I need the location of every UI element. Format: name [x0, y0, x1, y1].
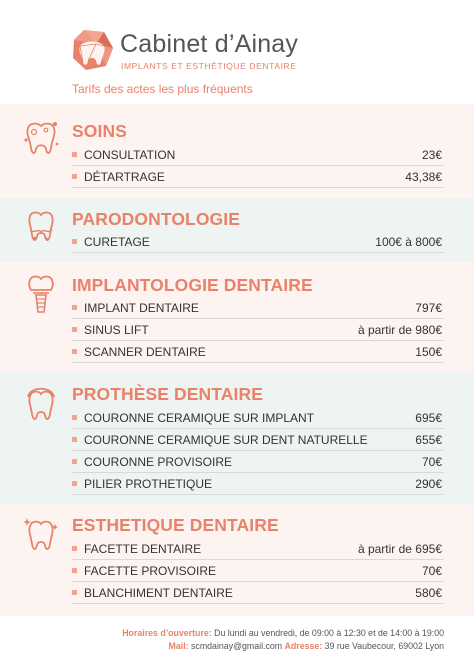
row-label: CONSULTATION: [84, 148, 176, 162]
brand-tagline: IMPLANTS ET ESTHÉTIQUE DENTAIRE: [121, 61, 297, 71]
section-title: PARODONTOLOGIE: [72, 209, 240, 229]
price-row: [72, 408, 444, 429]
section-prothese: [0, 372, 474, 504]
row-label: DÉTARTRAGE: [84, 170, 165, 184]
bullet-icon: [72, 590, 77, 595]
row-label: COURONNE CERAMIQUE SUR DENT NATURELLE: [84, 433, 368, 447]
section-parodontologie: [0, 198, 474, 262]
hours-label: Horaires d’ouverture:: [122, 628, 212, 638]
row-label: IMPLANT DENTAIRE: [84, 301, 199, 315]
price-row: [72, 298, 444, 319]
row-price: 70€: [421, 455, 442, 469]
bullet-icon: [72, 481, 77, 486]
price-row: [72, 167, 444, 188]
brand-name: Cabinet d’Ainay: [120, 30, 299, 58]
sparkle-tooth-icon: [22, 516, 60, 556]
section-title: IMPLANTOLOGIE DENTAIRE: [72, 275, 313, 295]
bullet-icon: [72, 349, 77, 354]
price-row: [72, 539, 444, 560]
hours-value: Du lundi au vendredi, de 09:00 à 12:30 et de 14:00 à 19:00: [211, 628, 444, 638]
section-esthetique: [0, 504, 474, 616]
row-label: COURONNE CERAMIQUE SUR IMPLANT: [84, 411, 315, 425]
price-row: [72, 474, 444, 495]
row-price: 100€ à 800€: [375, 235, 442, 249]
header: [0, 0, 474, 104]
mail-link[interactable]: scmdainay@gmail.com: [188, 641, 285, 651]
address-value: 39 rue Vaubecour, 69002 Lyon: [322, 641, 444, 651]
row-price: 23€: [421, 148, 442, 162]
price-row: [72, 320, 444, 341]
row-label: FACETTE DENTAIRE: [84, 542, 202, 556]
footer: [0, 622, 474, 670]
price-row: [72, 561, 444, 582]
crown-tooth-icon: [22, 384, 60, 424]
section-title: ESTHETIQUE DENTAIRE: [72, 515, 279, 535]
bullet-icon: [72, 152, 77, 157]
bullet-icon: [72, 546, 77, 551]
row-price: à partir de 695€: [357, 542, 442, 556]
dirty-tooth-icon: [22, 118, 60, 158]
bullet-icon: [72, 437, 77, 442]
bullet-icon: [72, 568, 77, 573]
mail-label: Mail:: [168, 641, 189, 651]
bullet-icon: [72, 305, 77, 310]
bullet-icon: [72, 174, 77, 179]
row-label: COURONNE PROVISOIRE: [84, 455, 233, 469]
implant-tooth-icon: [22, 274, 60, 314]
row-label: BLANCHIMENT DENTAIRE: [84, 586, 233, 600]
row-price: 290€: [415, 477, 442, 491]
address-label: Adresse:: [284, 641, 323, 651]
row-price: 70€: [421, 564, 442, 578]
bullet-icon: [72, 327, 77, 332]
section-implantologie: [0, 262, 474, 372]
section-soins: [0, 104, 474, 198]
row-price: 655€: [415, 433, 442, 447]
footer-contact: [169, 641, 444, 651]
row-label: SCANNER DENTAIRE: [84, 345, 206, 359]
footer-hours: [122, 628, 444, 638]
row-label: FACETTE PROVISOIRE: [84, 564, 217, 578]
row-price: 695€: [415, 411, 442, 425]
row-price: 43,38€: [405, 170, 442, 184]
price-row: [72, 145, 444, 166]
bullet-icon: [72, 459, 77, 464]
row-price: 797€: [415, 301, 442, 315]
price-row: [72, 583, 444, 604]
page-subtitle: Tarifs des actes les plus fréquents: [72, 82, 253, 96]
row-price: 150€: [415, 345, 442, 359]
gum-tooth-icon: [22, 208, 60, 248]
bullet-icon: [72, 239, 77, 244]
bullet-icon: [72, 415, 77, 420]
price-row: [72, 342, 444, 363]
section-title: PROTHÈSE DENTAIRE: [72, 384, 263, 404]
row-label: PILIER PROTHETIQUE: [84, 477, 213, 491]
row-label: CURETAGE: [84, 235, 150, 249]
price-row: [72, 430, 444, 451]
price-row: [72, 452, 444, 473]
row-price: à partir de 980€: [357, 323, 442, 337]
logo-icon: [70, 28, 114, 72]
row-label: SINUS LIFT: [84, 323, 149, 337]
section-title: SOINS: [72, 121, 127, 141]
row-price: 580€: [415, 586, 442, 600]
price-row: [72, 232, 444, 253]
